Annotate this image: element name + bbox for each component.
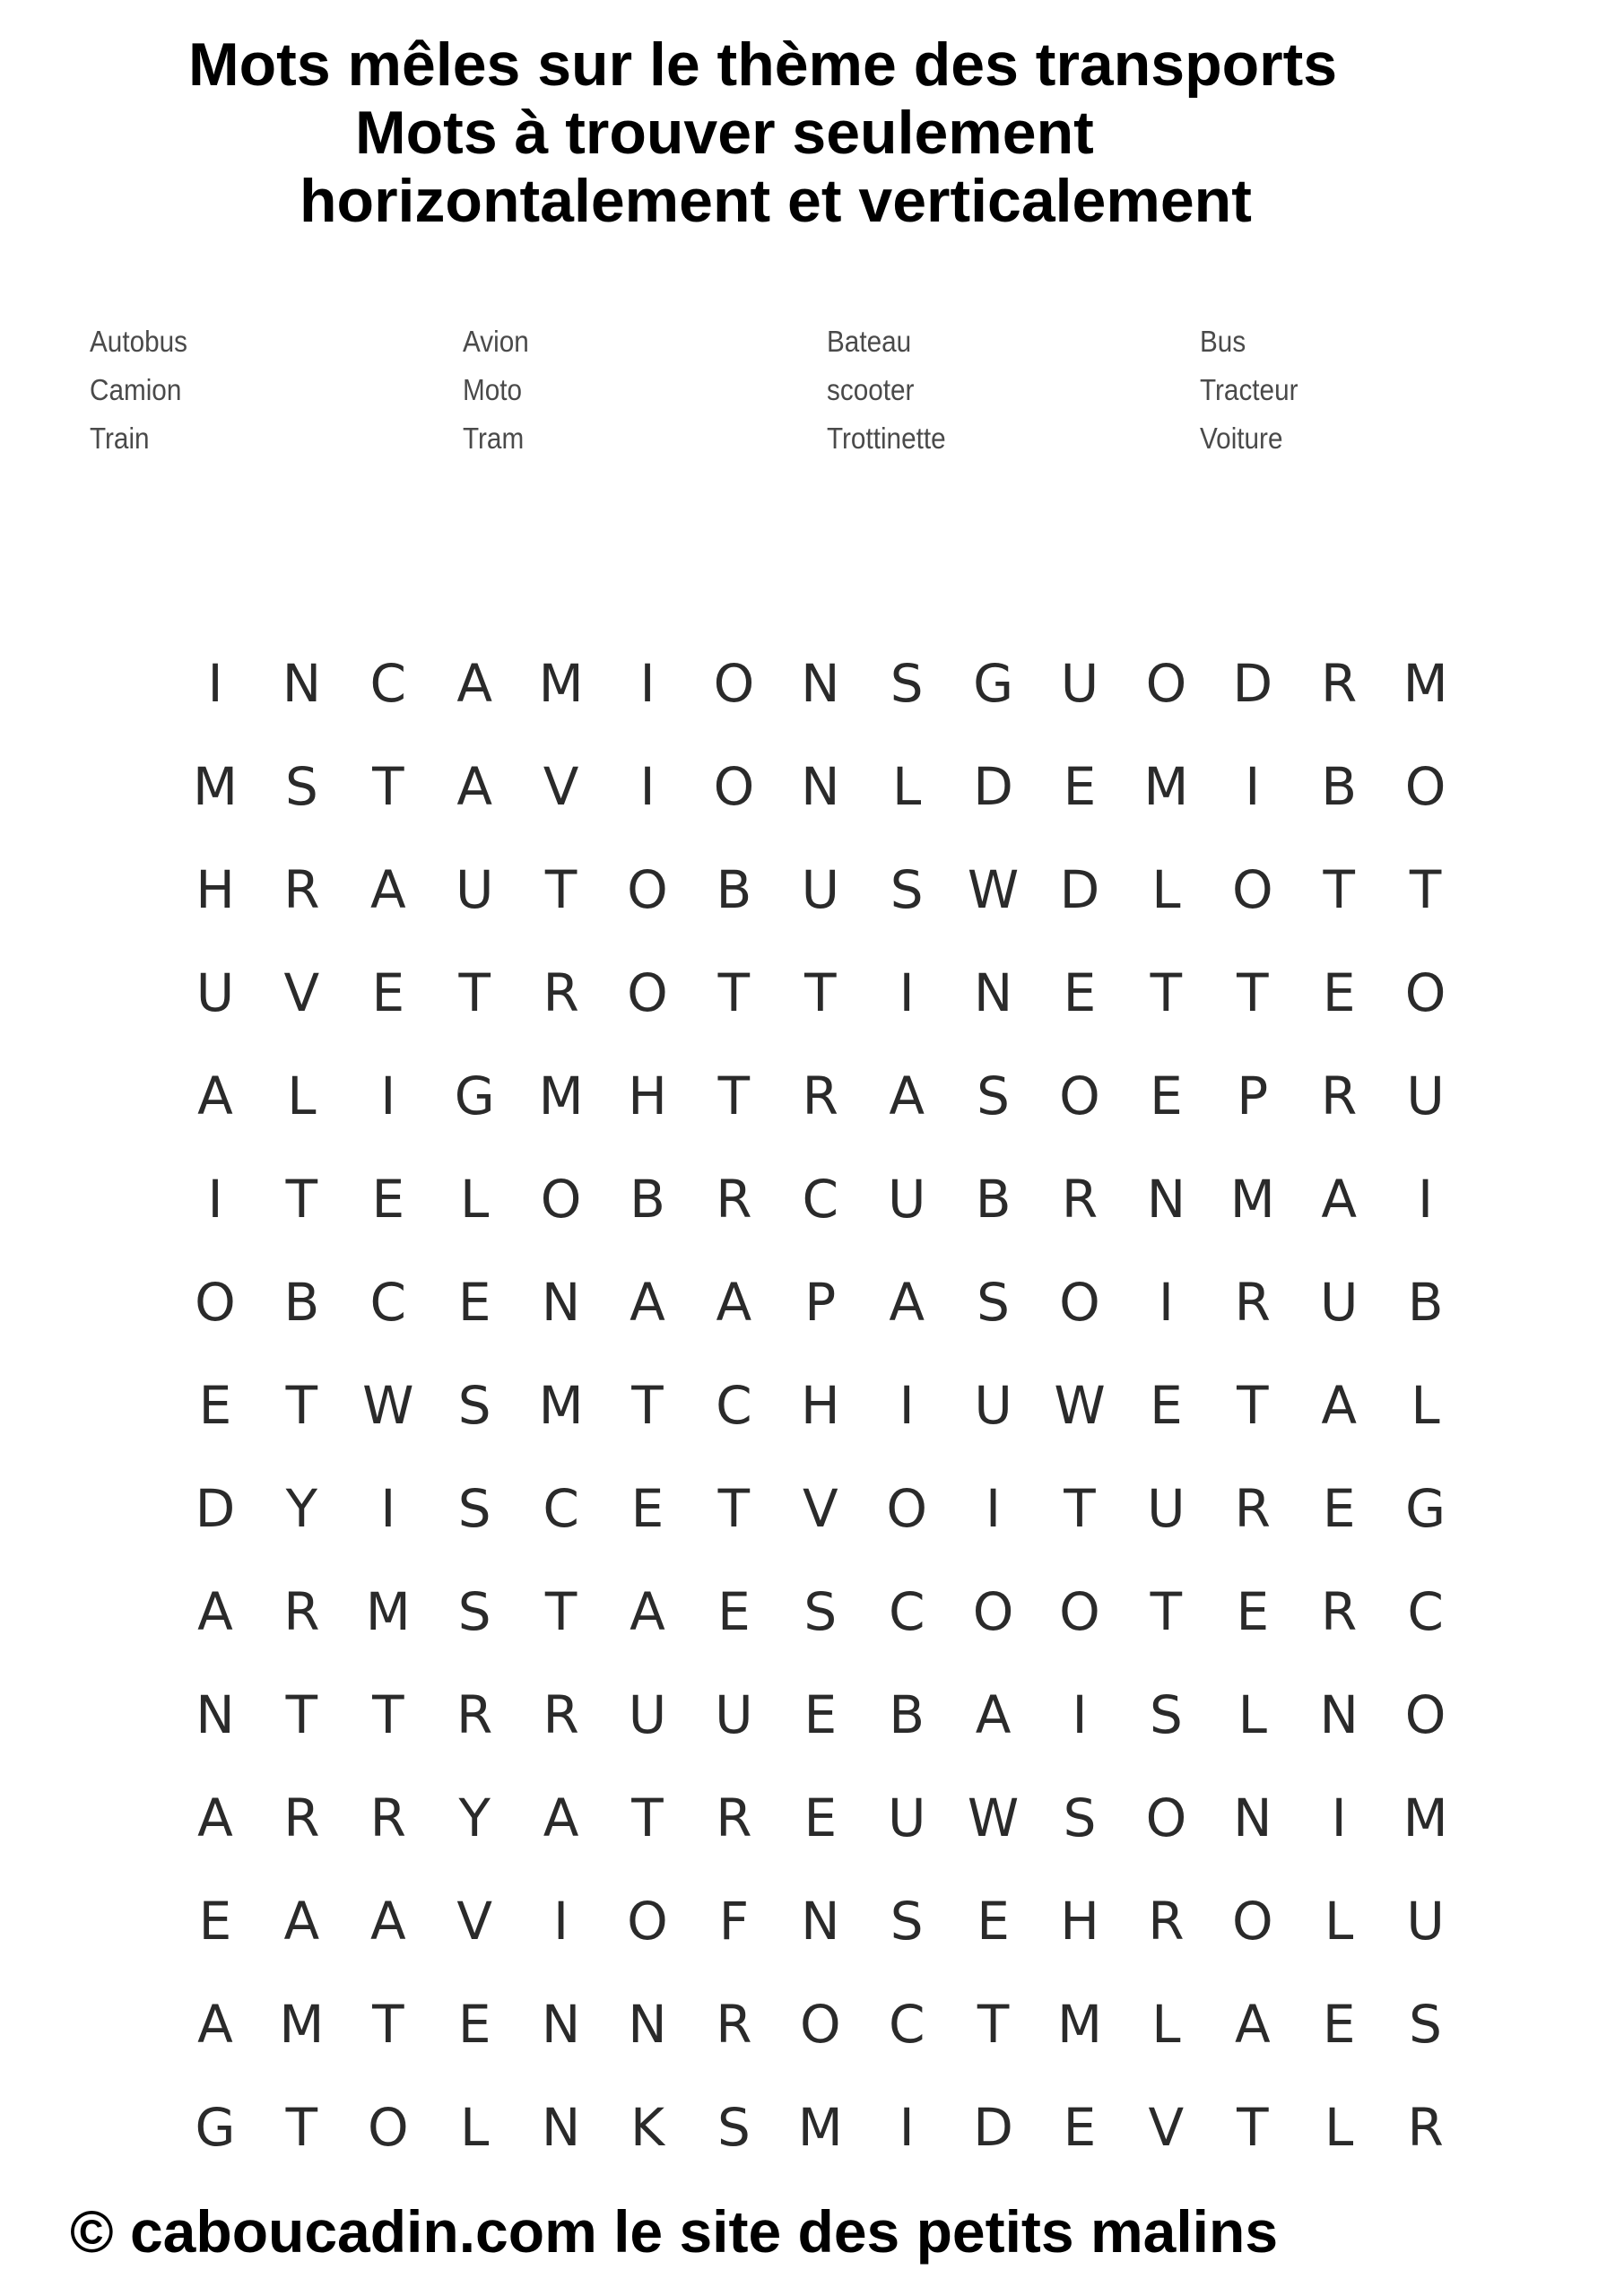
- grid-letter[interactable]: S: [977, 1065, 1010, 1126]
- word-list-item: Avion: [463, 325, 529, 358]
- grid-letter[interactable]: U: [1060, 653, 1099, 714]
- grid-letter[interactable]: N: [541, 2097, 581, 2158]
- grid-letter[interactable]: T: [1150, 962, 1183, 1023]
- grid-letter[interactable]: T: [285, 1684, 318, 1745]
- grid-letter[interactable]: A: [1234, 1994, 1271, 2055]
- grid-letter[interactable]: S: [1149, 1684, 1183, 1745]
- grid-letter[interactable]: E: [457, 1272, 491, 1333]
- grid-letter[interactable]: A: [975, 1684, 1012, 1745]
- grid-letter[interactable]: R: [802, 1065, 838, 1126]
- word-list-item: Camion: [90, 373, 182, 406]
- grid-letter[interactable]: R: [456, 1684, 493, 1745]
- grid-letter[interactable]: E: [1063, 2097, 1097, 2158]
- grid-letter[interactable]: B: [1321, 756, 1358, 817]
- grid-letter[interactable]: T: [977, 1994, 1010, 2055]
- grid-letter[interactable]: S: [890, 859, 924, 920]
- grid-letter[interactable]: A: [369, 859, 406, 920]
- grid-letter[interactable]: B: [889, 1684, 925, 1745]
- grid-letter[interactable]: U: [195, 962, 235, 1023]
- grid-letter[interactable]: F: [718, 1891, 750, 1952]
- grid-letter[interactable]: R: [369, 1787, 406, 1848]
- grid-letter[interactable]: S: [977, 1272, 1010, 1333]
- grid-letter[interactable]: B: [1407, 1272, 1444, 1333]
- grid-letter[interactable]: O: [1059, 1581, 1100, 1642]
- grid-letter[interactable]: T: [458, 962, 491, 1023]
- grid-letter[interactable]: O: [195, 1272, 236, 1333]
- grid-letter[interactable]: A: [197, 1581, 233, 1642]
- grid-letter[interactable]: V: [1148, 2097, 1185, 2158]
- grid-letter[interactable]: C: [369, 1272, 407, 1333]
- grid-letter[interactable]: G: [195, 2097, 236, 2158]
- grid-letter[interactable]: C: [1407, 1581, 1444, 1642]
- grid-letter[interactable]: O: [713, 756, 755, 817]
- grid-letter[interactable]: T: [1409, 859, 1442, 920]
- grid-letter[interactable]: E: [457, 1994, 491, 2055]
- grid-letter[interactable]: R: [1321, 1581, 1358, 1642]
- grid-letter[interactable]: R: [1321, 653, 1358, 714]
- grid-letter[interactable]: W: [362, 1375, 414, 1436]
- grid-letter[interactable]: A: [369, 1891, 406, 1952]
- grid-letter[interactable]: U: [628, 1684, 667, 1745]
- grid-letter[interactable]: M: [797, 2097, 843, 2158]
- grid-letter[interactable]: I: [1072, 1684, 1088, 1745]
- grid-letter[interactable]: E: [1150, 1065, 1183, 1126]
- grid-letter[interactable]: T: [372, 756, 404, 817]
- grid-letter[interactable]: U: [801, 859, 840, 920]
- grid-letter[interactable]: A: [630, 1272, 665, 1333]
- grid-letter[interactable]: S: [890, 1891, 924, 1952]
- grid-letter[interactable]: A: [716, 1272, 752, 1333]
- grid-letter[interactable]: M: [192, 756, 239, 817]
- grid-letter[interactable]: L: [1238, 1684, 1267, 1745]
- grid-letter[interactable]: M: [279, 1994, 325, 2055]
- grid-letter[interactable]: N: [1319, 1684, 1359, 1745]
- grid-letter[interactable]: A: [1321, 1169, 1358, 1230]
- grid-letter[interactable]: K: [630, 2097, 665, 2158]
- grid-letter[interactable]: T: [1237, 1375, 1269, 1436]
- grid-letter[interactable]: E: [198, 1891, 232, 1952]
- grid-letter[interactable]: R: [716, 1994, 752, 2055]
- grid-letter[interactable]: R: [283, 859, 320, 920]
- grid-letter[interactable]: L: [1324, 1891, 1354, 1952]
- grid-letter[interactable]: L: [460, 2097, 490, 2158]
- grid-letter[interactable]: A: [283, 1891, 320, 1952]
- grid-letter[interactable]: I: [899, 2097, 915, 2158]
- grid-letter[interactable]: V: [543, 756, 579, 817]
- grid-letter[interactable]: L: [892, 756, 922, 817]
- grid-letter[interactable]: E: [1236, 1581, 1270, 1642]
- grid-letter[interactable]: Y: [458, 1787, 491, 1848]
- grid-letter[interactable]: E: [630, 1478, 664, 1539]
- grid-letter[interactable]: S: [890, 653, 924, 714]
- grid-letter[interactable]: T: [717, 1065, 751, 1126]
- word-list: [90, 325, 1399, 477]
- grid-letter[interactable]: N: [1146, 1169, 1186, 1230]
- grid-letter[interactable]: I: [639, 756, 656, 817]
- word-list-item: scooter: [827, 373, 915, 406]
- grid-letter[interactable]: U: [1147, 1478, 1185, 1539]
- grid-letter[interactable]: N: [801, 1891, 840, 1952]
- grid-letter[interactable]: O: [1231, 1891, 1273, 1952]
- grid-letter[interactable]: T: [631, 1787, 664, 1848]
- grid-letter[interactable]: U: [974, 1375, 1012, 1436]
- grid-letter[interactable]: N: [195, 1684, 235, 1745]
- grid-letter[interactable]: L: [1151, 859, 1181, 920]
- grid-letter[interactable]: R: [716, 1787, 752, 1848]
- grid-letter[interactable]: I: [380, 1478, 396, 1539]
- word-list-item: Tram: [463, 422, 525, 455]
- grid-letter[interactable]: I: [986, 1478, 1002, 1539]
- grid-letter[interactable]: S: [457, 1581, 491, 1642]
- grid-letter[interactable]: O: [1404, 1684, 1446, 1745]
- grid-letter[interactable]: L: [1411, 1375, 1440, 1436]
- grid-letter[interactable]: A: [889, 1272, 925, 1333]
- grid-letter[interactable]: R: [1148, 1891, 1185, 1952]
- grid-letter[interactable]: O: [627, 859, 668, 920]
- grid-letter[interactable]: B: [630, 1169, 665, 1230]
- grid-letter[interactable]: O: [1231, 859, 1273, 920]
- grid-letter[interactable]: C: [888, 1581, 925, 1642]
- grid-letter[interactable]: E: [1063, 756, 1097, 817]
- grid-letter[interactable]: R: [1061, 1169, 1099, 1230]
- grid-letter[interactable]: E: [1063, 962, 1097, 1023]
- grid-letter[interactable]: S: [457, 1375, 491, 1436]
- grid-letter[interactable]: W: [1054, 1375, 1106, 1436]
- grid-letter[interactable]: E: [803, 1684, 838, 1745]
- grid-letter[interactable]: C: [369, 653, 407, 714]
- word-list-item: Bus: [1200, 325, 1246, 358]
- grid-letter[interactable]: I: [899, 962, 915, 1023]
- word-list-item: Autobus: [90, 325, 187, 358]
- grid-letter[interactable]: W: [967, 1787, 1020, 1848]
- grid-letter[interactable]: N: [1233, 1787, 1272, 1848]
- grid-letter[interactable]: I: [207, 653, 223, 714]
- grid-letter[interactable]: C: [716, 1375, 752, 1436]
- grid-letter[interactable]: S: [716, 2097, 751, 2158]
- grid-letter[interactable]: R: [1234, 1478, 1271, 1539]
- grid-letter[interactable]: O: [627, 962, 668, 1023]
- grid-letter[interactable]: E: [803, 1787, 838, 1848]
- grid-letter[interactable]: M: [1229, 1169, 1275, 1230]
- grid-letter[interactable]: E: [1322, 962, 1356, 1023]
- grid-letter[interactable]: A: [543, 1787, 579, 1848]
- grid-letter[interactable]: G: [1405, 1478, 1446, 1539]
- grid-letter[interactable]: A: [889, 1065, 925, 1126]
- grid-letter[interactable]: C: [888, 1994, 925, 2055]
- grid-letter[interactable]: M: [1403, 653, 1448, 714]
- grid-letter[interactable]: D: [1059, 859, 1100, 920]
- grid-letter[interactable]: G: [454, 1065, 495, 1126]
- grid-letter[interactable]: C: [802, 1169, 839, 1230]
- grid-letter[interactable]: O: [367, 2097, 409, 2158]
- grid-letter[interactable]: M: [1143, 756, 1189, 817]
- grid-letter[interactable]: R: [283, 1787, 320, 1848]
- word-list-item: Moto: [463, 373, 523, 406]
- grid-letter[interactable]: O: [972, 1581, 1014, 1642]
- grid-letter[interactable]: N: [801, 756, 840, 817]
- grid-letter[interactable]: V: [456, 1891, 493, 1952]
- grid-letter[interactable]: G: [973, 653, 1014, 714]
- title-line-1: Mots mêles sur le thème des transports: [188, 30, 1338, 99]
- grid-letter[interactable]: L: [1324, 2097, 1354, 2158]
- grid-letter[interactable]: A: [1321, 1375, 1358, 1436]
- grid-letter[interactable]: B: [283, 1272, 320, 1333]
- grid-letter[interactable]: M: [1403, 1787, 1448, 1848]
- grid-letter[interactable]: A: [197, 1994, 233, 2055]
- grid-letter[interactable]: O: [1059, 1065, 1100, 1126]
- grid-letter[interactable]: N: [973, 962, 1013, 1023]
- grid-letter[interactable]: T: [544, 859, 578, 920]
- grid-letter[interactable]: S: [803, 1581, 838, 1642]
- grid-letter[interactable]: M: [1056, 1994, 1103, 2055]
- grid-letter[interactable]: M: [538, 1375, 584, 1436]
- grid-letter[interactable]: B: [975, 1169, 1012, 1230]
- grid-letter[interactable]: I: [899, 1375, 915, 1436]
- grid-letter[interactable]: R: [283, 1581, 320, 1642]
- grid-letter[interactable]: T: [717, 962, 751, 1023]
- grid-letter[interactable]: N: [541, 1272, 581, 1333]
- grid-letter[interactable]: V: [283, 962, 320, 1023]
- grid-letter[interactable]: O: [1059, 1272, 1100, 1333]
- grid-letter[interactable]: O: [1404, 962, 1446, 1023]
- grid-letter[interactable]: T: [1237, 962, 1269, 1023]
- grid-letter[interactable]: O: [540, 1169, 582, 1230]
- word-list-item: Voiture: [1200, 422, 1283, 455]
- grid-letter[interactable]: A: [456, 756, 493, 817]
- grid-letter[interactable]: E: [371, 1169, 405, 1230]
- grid-letter[interactable]: T: [285, 1375, 318, 1436]
- grid-letter[interactable]: A: [197, 1065, 233, 1126]
- grid-letter[interactable]: T: [285, 2097, 318, 2158]
- grid-letter[interactable]: O: [799, 1994, 841, 2055]
- word-list-item: Trottinette: [827, 422, 946, 455]
- grid-letter[interactable]: E: [1322, 1994, 1356, 2055]
- grid-letter[interactable]: C: [543, 1478, 579, 1539]
- grid-letter[interactable]: A: [630, 1581, 665, 1642]
- grid-letter[interactable]: S: [284, 756, 318, 817]
- grid-letter[interactable]: T: [1150, 1581, 1183, 1642]
- grid-letter[interactable]: M: [538, 1065, 584, 1126]
- grid-letter[interactable]: L: [287, 1065, 317, 1126]
- grid-letter[interactable]: I: [1331, 1787, 1347, 1848]
- grid-letter[interactable]: D: [195, 1478, 236, 1539]
- grid-letter[interactable]: L: [460, 1169, 490, 1230]
- grid-letter[interactable]: H: [628, 1065, 667, 1126]
- grid-letter[interactable]: T: [1323, 859, 1355, 920]
- grid-letter[interactable]: E: [371, 962, 405, 1023]
- grid-letter[interactable]: E: [1322, 1478, 1356, 1539]
- grid-letter[interactable]: B: [716, 859, 752, 920]
- grid-letter[interactable]: N: [628, 1994, 667, 2055]
- grid-letter[interactable]: T: [1237, 2097, 1269, 2158]
- grid-letter[interactable]: T: [372, 1994, 404, 2055]
- grid-letter[interactable]: E: [977, 1891, 1010, 1952]
- grid-letter[interactable]: T: [631, 1375, 664, 1436]
- grid-letter[interactable]: H: [1060, 1891, 1099, 1952]
- grid-letter[interactable]: L: [1151, 1994, 1181, 2055]
- grid-letter[interactable]: T: [372, 1684, 404, 1745]
- grid-letter[interactable]: N: [541, 1994, 581, 2055]
- grid-letter[interactable]: I: [553, 1891, 569, 1952]
- grid-letter[interactable]: I: [639, 653, 656, 714]
- grid-letter[interactable]: S: [1063, 1787, 1097, 1848]
- grid-letter[interactable]: I: [1245, 756, 1261, 817]
- grid-letter[interactable]: P: [1237, 1065, 1269, 1126]
- grid-letter[interactable]: T: [804, 962, 837, 1023]
- grid-letter[interactable]: E: [717, 1581, 751, 1642]
- grid-letter[interactable]: I: [380, 1065, 396, 1126]
- grid-letter[interactable]: U: [715, 1684, 753, 1745]
- grid-letter[interactable]: E: [1150, 1375, 1183, 1436]
- grid-letter[interactable]: O: [1145, 653, 1187, 714]
- grid-letter[interactable]: S: [1409, 1994, 1442, 2055]
- grid-letter[interactable]: T: [1064, 1478, 1096, 1539]
- grid-letter[interactable]: R: [543, 1684, 579, 1745]
- grid-letter[interactable]: O: [627, 1891, 668, 1952]
- grid-letter[interactable]: N: [801, 653, 840, 714]
- grid-letter[interactable]: D: [1232, 653, 1273, 714]
- grid-letter[interactable]: N: [282, 653, 322, 714]
- grid-letter[interactable]: W: [967, 859, 1020, 920]
- grid-letter[interactable]: R: [1234, 1272, 1271, 1333]
- grid-letter[interactable]: O: [886, 1478, 928, 1539]
- grid-letter[interactable]: M: [365, 1581, 411, 1642]
- grid-letter[interactable]: H: [195, 859, 235, 920]
- grid-letter[interactable]: Y: [285, 1478, 318, 1539]
- grid-letter[interactable]: I: [1158, 1272, 1174, 1333]
- grid-letter[interactable]: T: [285, 1169, 318, 1230]
- word-list-item: Train: [90, 422, 150, 455]
- grid-letter[interactable]: P: [804, 1272, 837, 1333]
- title-line-3: horizontalement et verticalement: [300, 167, 1252, 235]
- grid-letter[interactable]: M: [538, 653, 584, 714]
- grid-letter[interactable]: T: [544, 1581, 578, 1642]
- grid-letter[interactable]: I: [207, 1169, 223, 1230]
- grid-letter[interactable]: T: [717, 1478, 751, 1539]
- grid-letter[interactable]: R: [1321, 1065, 1358, 1126]
- grid-letter[interactable]: A: [456, 653, 493, 714]
- word-list-item: Bateau: [827, 325, 912, 358]
- grid-letter[interactable]: R: [543, 962, 579, 1023]
- grid-letter[interactable]: R: [1407, 2097, 1444, 2158]
- word-list-item: Tracteur: [1200, 373, 1298, 406]
- grid-letter[interactable]: R: [716, 1169, 752, 1230]
- letter-grid: [172, 632, 1463, 2179]
- grid-letter[interactable]: D: [973, 2097, 1013, 2158]
- grid-letter[interactable]: D: [973, 756, 1013, 817]
- grid-letter[interactable]: S: [457, 1478, 491, 1539]
- grid-letter[interactable]: H: [800, 1375, 840, 1436]
- grid-letter[interactable]: A: [197, 1787, 233, 1848]
- grid-letter[interactable]: E: [198, 1375, 232, 1436]
- grid-letter[interactable]: U: [1406, 1891, 1445, 1952]
- footer-copyright: © caboucadin.com le site des petits malins: [70, 2198, 1279, 2265]
- grid-letter[interactable]: O: [1404, 756, 1446, 817]
- grid-letter[interactable]: U: [1406, 1065, 1445, 1126]
- title-line-2: Mots à trouver seulement: [355, 99, 1094, 167]
- grid-letter[interactable]: O: [713, 653, 755, 714]
- grid-letter[interactable]: U: [1319, 1272, 1359, 1333]
- grid-letter[interactable]: U: [887, 1169, 926, 1230]
- grid-letter[interactable]: U: [455, 859, 494, 920]
- grid-letter[interactable]: V: [802, 1478, 838, 1539]
- grid-letter[interactable]: O: [1145, 1787, 1187, 1848]
- grid-letter[interactable]: I: [1418, 1169, 1434, 1230]
- grid-letter[interactable]: U: [887, 1787, 926, 1848]
